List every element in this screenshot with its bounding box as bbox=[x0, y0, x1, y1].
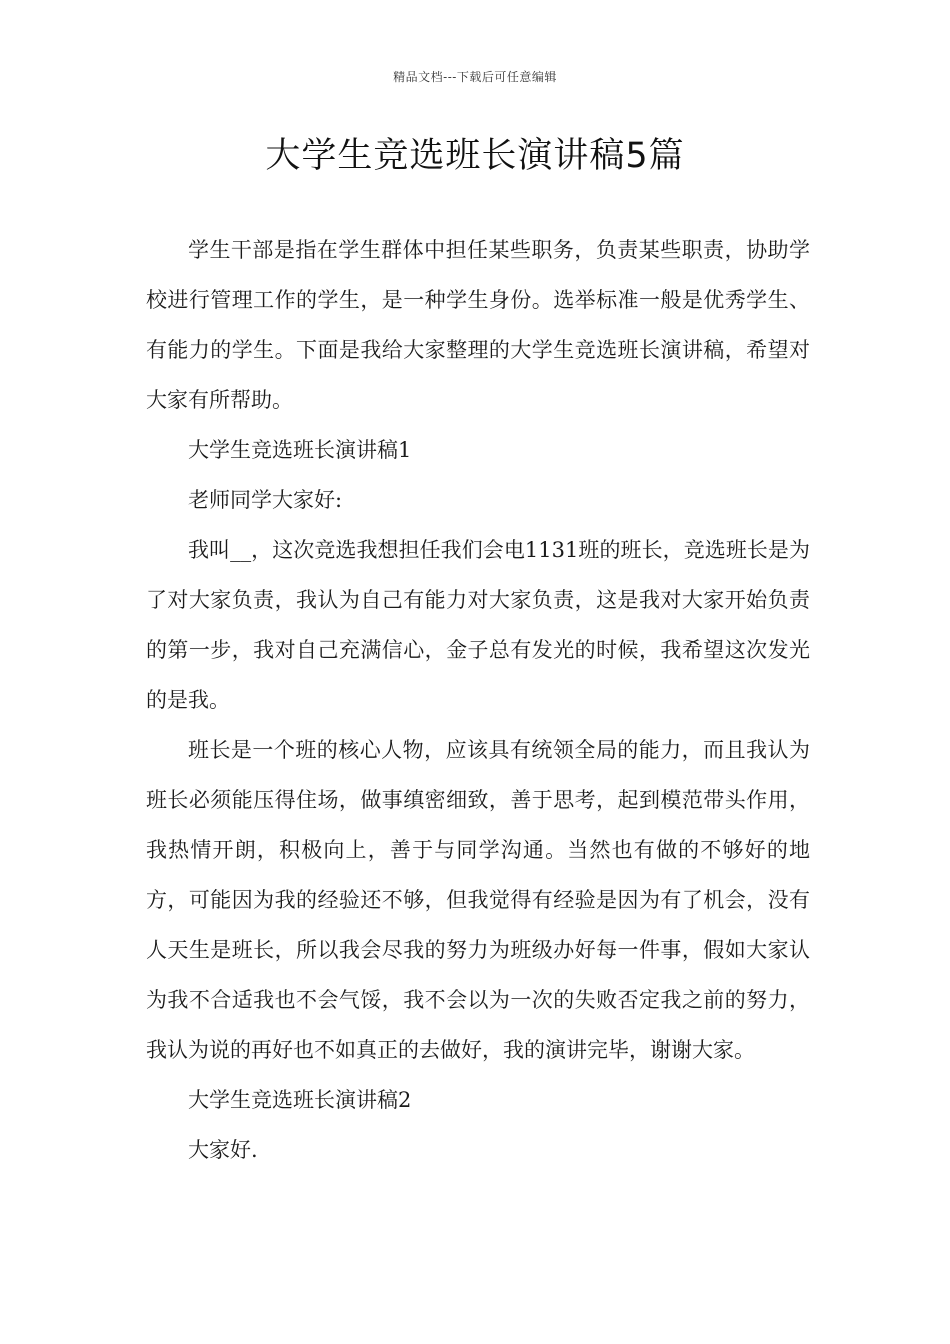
speech-paragraph-1: 我叫__，这次竞选我想担任我们会电1131班的班长，竞选班长是为了对大家负责，我认为自己有能力对大家负责，这是我对大家开始负责的第一步，我对自己充满信心，金子总有发光的时候，我希望这次发光的是我。 bbox=[146, 538, 810, 712]
section-heading-2: 大学生竞选班长演讲稿2 bbox=[188, 1088, 412, 1112]
section-heading-1: 大学生竞选班长演讲稿1 bbox=[188, 438, 412, 462]
intro-paragraph: 学生干部是指在学生群体中担任某些职务，负责某些职责，协助学校进行管理工作的学生，是一种学生身份。选举标准一般是优秀学生、有能力的学生。下面是我给大家整理的大学生竞选班长演讲稿，希望对大家有所帮助。 bbox=[146, 238, 810, 412]
greeting-paragraph: 老师同学大家好: bbox=[188, 488, 343, 512]
document-body bbox=[146, 225, 810, 1175]
header-note: 精品文档---下载后可任意编辑 bbox=[393, 70, 557, 84]
greeting-paragraph-2: 大家好. bbox=[188, 1138, 258, 1162]
document-title: 大学生竞选班长演讲稿5篇 bbox=[265, 136, 685, 176]
speech-paragraph-2: 班长是一个班的核心人物，应该具有统领全局的能力，而且我认为班长必须能压得住场，做事缜密细致，善于思考，起到模范带头作用，我热情开朗，积极向上，善于与同学沟通。当然也有做的不够好的地方，可能因为我的经验还不够，但我觉得有经验是因为有了机会，没有人天生是班长，所以我会尽我的努力为班级办好每一件事，假如大家认为我不合适我也不会气馁，我不会以为一次的失败否定我之前的努力，我认为说的再好也不如真正的去做好，我的演讲完毕，谢谢大家。 bbox=[146, 738, 810, 1062]
